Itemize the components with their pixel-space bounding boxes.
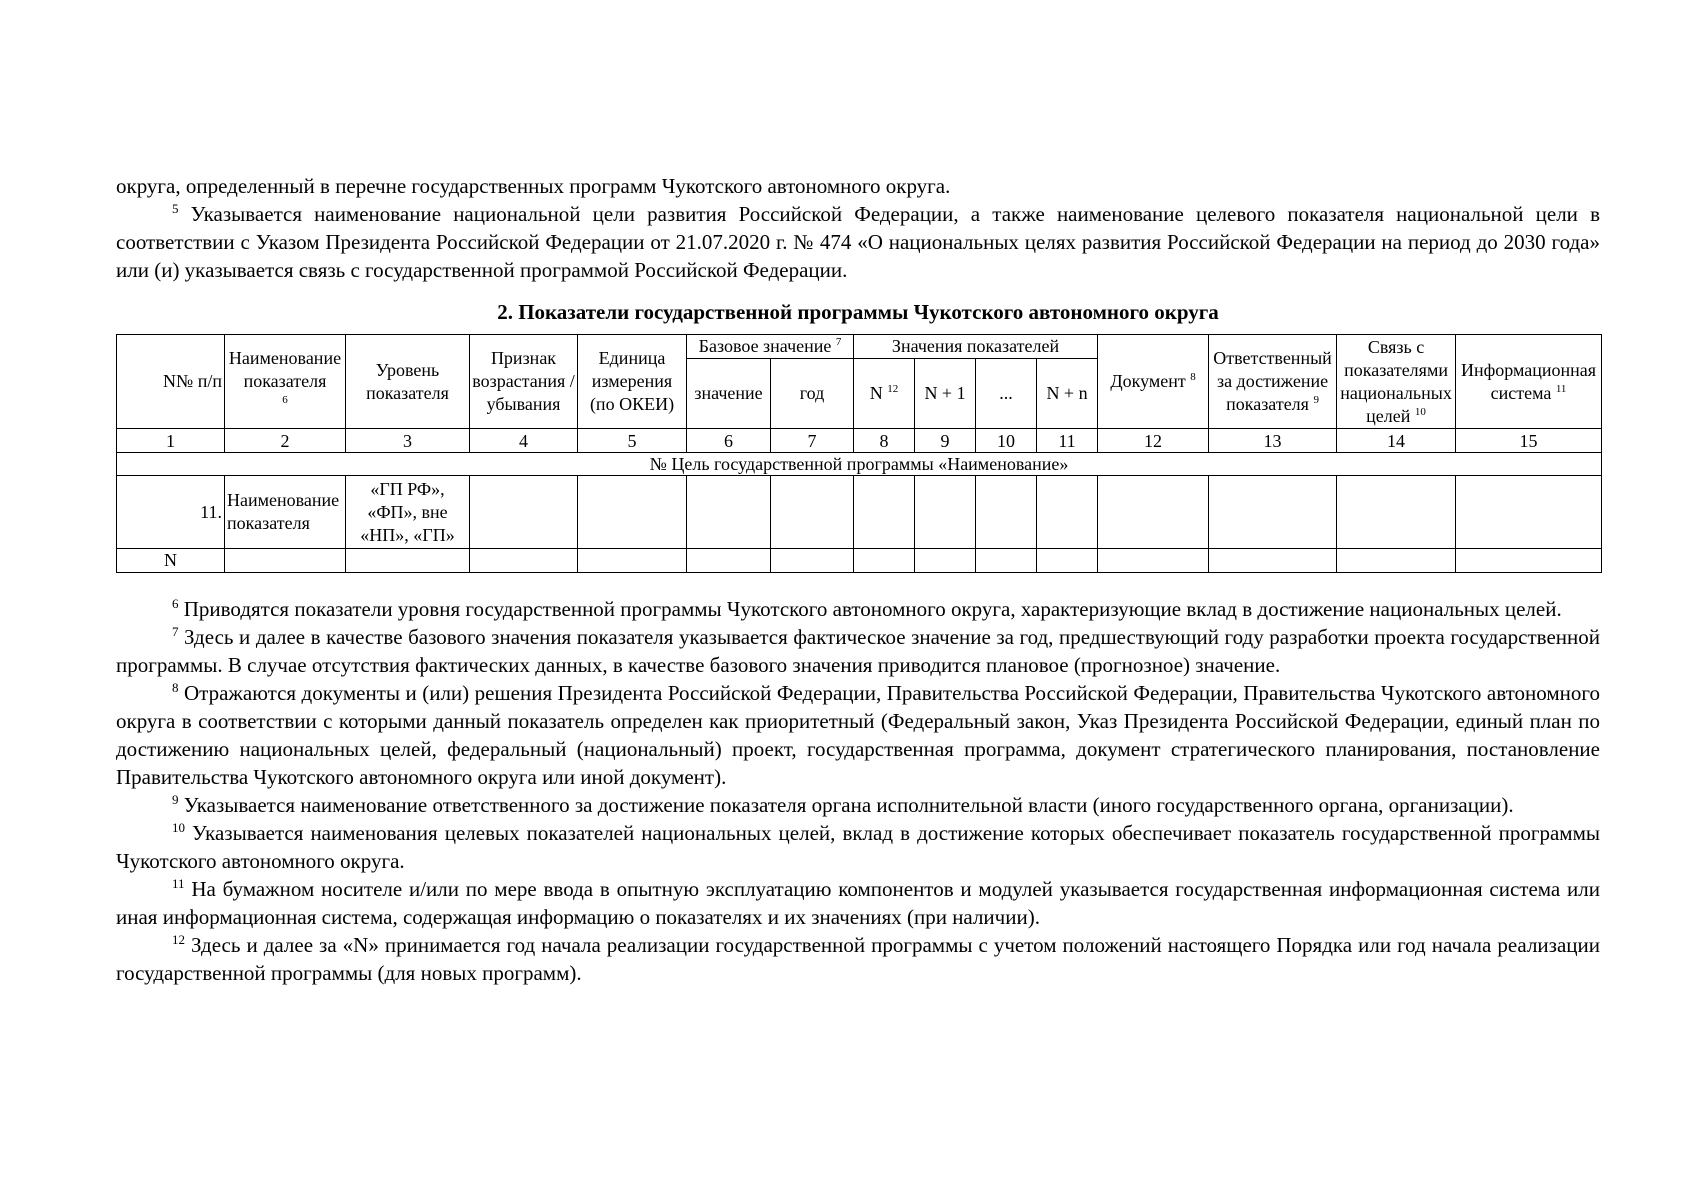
col-number: 4 bbox=[470, 429, 578, 453]
footnote-mark: 11 bbox=[172, 876, 185, 891]
col-number: 10 bbox=[976, 429, 1037, 453]
empty-cell bbox=[1209, 476, 1337, 549]
empty-cell bbox=[1337, 549, 1456, 573]
empty-cell bbox=[346, 549, 470, 573]
footnote-mark: 7 bbox=[172, 624, 179, 639]
empty-cell bbox=[915, 476, 976, 549]
empty-cell bbox=[470, 549, 578, 573]
footnote-7 bbox=[116, 623, 1600, 679]
footnotes bbox=[116, 595, 1600, 987]
col-number: 7 bbox=[771, 429, 854, 453]
header-responsible: Ответственный за достижение показателя $^9$ bbox=[1209, 335, 1337, 429]
row-n: N bbox=[117, 549, 225, 573]
header-infosys: Информационная система $^{11}$ bbox=[1456, 335, 1602, 429]
header-num: N№ п/п bbox=[117, 335, 225, 429]
goal-row bbox=[117, 453, 1602, 476]
footnote-9 bbox=[116, 791, 1600, 819]
footnote-mark: 6 bbox=[172, 596, 179, 611]
empty-cell bbox=[225, 549, 346, 573]
header-n: N $^{12}$ bbox=[854, 359, 915, 429]
empty-cell bbox=[771, 549, 854, 573]
col-number: 6 bbox=[687, 429, 771, 453]
empty-cell bbox=[1456, 549, 1602, 573]
col-number: 3 bbox=[346, 429, 470, 453]
empty-cell bbox=[687, 476, 771, 549]
empty-cell bbox=[470, 476, 578, 549]
header-n1: N + 1 bbox=[915, 359, 976, 429]
empty-cell bbox=[1456, 476, 1602, 549]
footnote-6 bbox=[116, 595, 1600, 623]
footnote-11 bbox=[116, 875, 1600, 931]
header-name: Наименование показателя $^6$ bbox=[225, 335, 346, 429]
empty-cell bbox=[976, 476, 1037, 549]
header-base: Базовое значение $^7$ bbox=[687, 335, 854, 359]
empty-cell bbox=[1098, 476, 1209, 549]
document-page bbox=[116, 172, 1600, 987]
footnote-text: Отражаются документы и (или) решения Президента Российской Федерации, Правительства Российской Федерации, Правительства Чукотского автономного округа в соответствии с которыми данный показатель определен как приоритетный (Федеральный закон, Указ Президента Российской Федерации, единый план по достижению национальных целей, федеральный (национальный) проект, государственная программа, документ стратегического планирования, постановление Правительства Чукотского автономного округа или иной документ). bbox=[116, 681, 1600, 789]
empty-cell bbox=[578, 476, 687, 549]
col-number: 15 bbox=[1456, 429, 1602, 453]
footnote-mark: 8 bbox=[172, 680, 179, 695]
empty-cell bbox=[915, 549, 976, 573]
footnote-8 bbox=[116, 679, 1600, 791]
row-index: 11. bbox=[117, 476, 225, 549]
empty-cell bbox=[771, 476, 854, 549]
col-number: 5 bbox=[578, 429, 687, 453]
footnote-12 bbox=[116, 931, 1600, 987]
header-base-year: год bbox=[771, 359, 854, 429]
intro-line: округа, определенный в перечне государственных программ Чукотского автономного округа. bbox=[116, 174, 951, 198]
header-unit: Единица измерения (по ОКЕИ) bbox=[578, 335, 687, 429]
footnote-5 bbox=[116, 200, 1600, 284]
header-ellipsis: ... bbox=[976, 359, 1037, 429]
row-level: «ГП РФ», «ФП», вне «НП», «ГП» bbox=[346, 476, 470, 549]
empty-cell bbox=[854, 549, 915, 573]
goal-cell: № Цель государственной программы «Наименование» bbox=[117, 453, 1602, 476]
footnote-mark: 9 bbox=[172, 792, 179, 807]
col-number: 1 bbox=[117, 429, 225, 453]
footnote-text: Здесь и далее за «N» принимается год начала реализации государственной программы с учетом положений настоящего Порядка или год начала реализации государственной программы (для новых программ). bbox=[116, 933, 1600, 985]
footnote-text: Здесь и далее в качестве базового значения показателя указывается фактическое значение за год, предшествующий году разработки проекта государственной программы. В случае отсутствия фактических данных, в качестве базового значения приводится плановое (прогнозное) значение. bbox=[116, 625, 1600, 677]
header-row-1 bbox=[117, 335, 1602, 359]
header-document: Документ $^8$ bbox=[1098, 335, 1209, 429]
header-trend: Признак возрастания / убывания bbox=[470, 335, 578, 429]
col-number: 13 bbox=[1209, 429, 1337, 453]
empty-cell bbox=[1337, 476, 1456, 549]
col-number: 2 bbox=[225, 429, 346, 453]
footnote-mark: 12 bbox=[172, 932, 185, 947]
indicators-table bbox=[116, 334, 1602, 573]
table-row bbox=[117, 549, 1602, 573]
footnote-text: Указывается наименование ответственного за достижение показателя органа исполнительной власти (иного государственного органа, организации). bbox=[178, 793, 1514, 817]
empty-cell bbox=[687, 549, 771, 573]
empty-cell bbox=[1098, 549, 1209, 573]
footnote-mark: 10 bbox=[172, 820, 185, 835]
footnote-text: Приводятся показатели уровня государственной программы Чукотского автономного округа, характеризующие вклад в достижение национальных целей. bbox=[178, 597, 1562, 621]
footnote-text: На бумажном носителе и/или по мере ввода в опытную эксплуатацию компонентов и модулей указывается государственная информационная система или иная информационная система, содержащая информацию о показателях и их значениях (при наличии). bbox=[116, 877, 1600, 929]
header-nn: N + n bbox=[1037, 359, 1098, 429]
footnote-5-mark: 5 bbox=[172, 201, 179, 216]
header-values: Значения показателей bbox=[854, 335, 1098, 359]
column-numbers-row bbox=[117, 429, 1602, 453]
header-base-value: значение bbox=[687, 359, 771, 429]
header-link: Связь с показателями национальных целей $^{10}$ bbox=[1337, 335, 1456, 429]
empty-cell bbox=[854, 476, 915, 549]
col-number: 14 bbox=[1337, 429, 1456, 453]
empty-cell bbox=[976, 549, 1037, 573]
header-level: Уровень показателя bbox=[346, 335, 470, 429]
col-number: 9 bbox=[915, 429, 976, 453]
table-title: 2. Показатели государственной программы Чукотского автономного округа bbox=[497, 300, 1219, 324]
footnote-10 bbox=[116, 819, 1600, 875]
col-number: 12 bbox=[1098, 429, 1209, 453]
row-name: Наименование показателя bbox=[225, 476, 346, 549]
col-number: 8 bbox=[854, 429, 915, 453]
table-row bbox=[117, 476, 1602, 549]
empty-cell bbox=[1037, 549, 1098, 573]
empty-cell bbox=[1037, 476, 1098, 549]
footnote-5-text: Указывается наименование национальной цели развития Российской Федерации, а также наименование целевого показателя национальной цели в соответствии с Указом Президента Российской Федерации от 21.07.2020 г. № 474 «О национальных целях развития Российской Федерации на период до 2030 года» или (и) указывается связь с государственной программой Российской Федерации. bbox=[116, 202, 1600, 282]
col-number: 11 bbox=[1037, 429, 1098, 453]
footnote-text: Указывается наименования целевых показателей национальных целей, вклад в достижение которых обеспечивает показатель государственной программы Чукотского автономного округа. bbox=[116, 821, 1600, 873]
empty-cell bbox=[578, 549, 687, 573]
empty-cell bbox=[1209, 549, 1337, 573]
